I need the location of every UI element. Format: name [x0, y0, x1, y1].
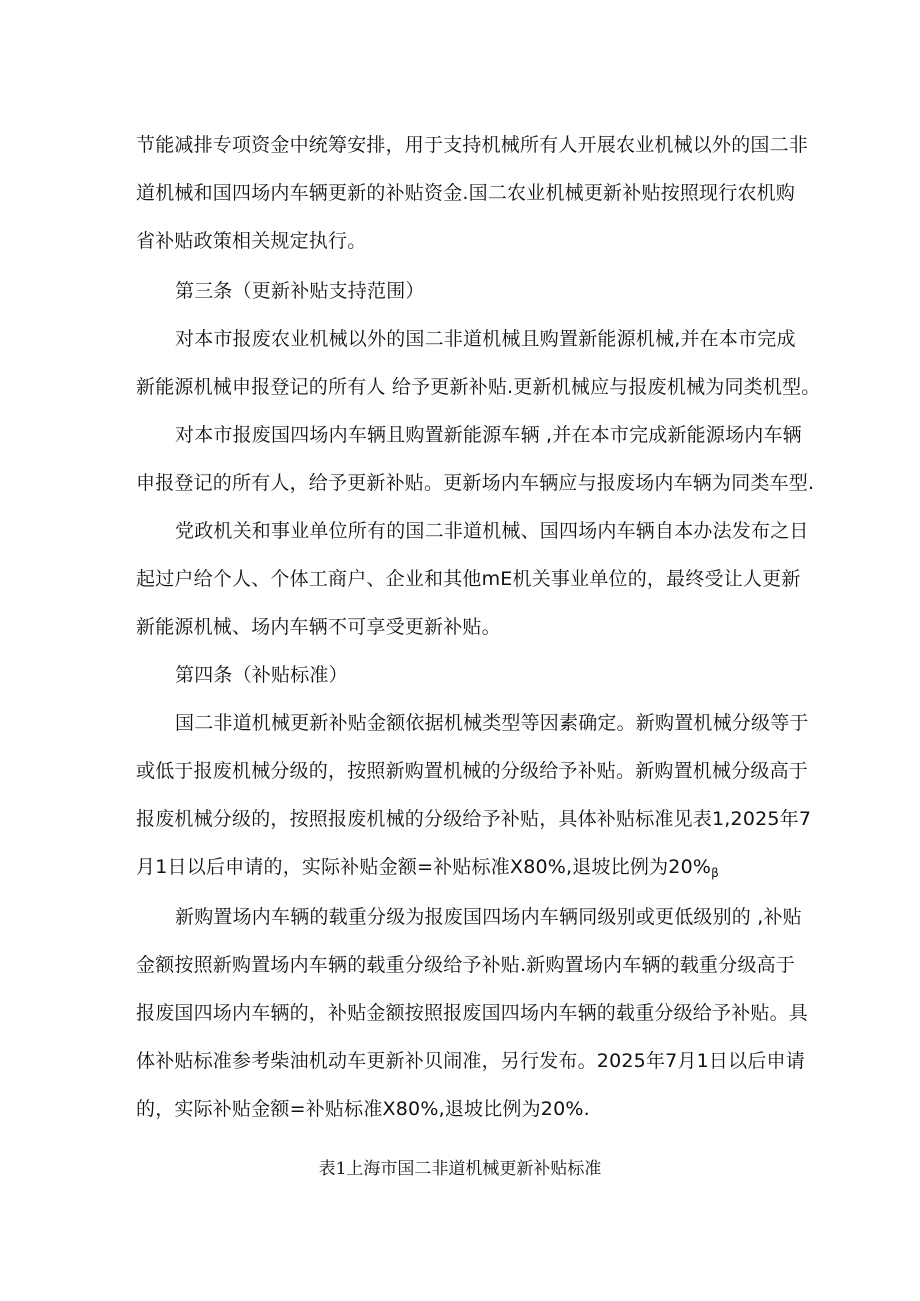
body-line-9: 党政机关和事业单位所有的国二非道机械、国四场内车辆自本办法发布之日 [175, 520, 809, 542]
body-line-15: 报废机械分级的，按照报废机械的分级给予补贴，具体补贴标准见表1,2025年7 [136, 808, 812, 830]
body-line-19: 报废国四场内车辆的，补贴金额按照报废国四场内车辆的载重分级给予补贴。具 [136, 1002, 809, 1024]
body-line-1: 节能减排专项资金中统筹安排，用于支持机械所有人开展农业机械以外的国二非 [136, 134, 809, 156]
body-line-3: 省补贴政策相关规定执行。 [136, 230, 367, 252]
body-line-11: 新能源机械、场内车辆不可享受更新补贴。 [136, 616, 501, 638]
body-line-17: 新购置场内车辆的载重分级为报废国四场内车辆同级别或更低级别的 ,补贴 [175, 906, 802, 928]
body-line-21: 的，实际补贴金额=补贴标准X80%,退坡比例为20%. [136, 1098, 590, 1120]
body-line-16: 月1日以后申请的，实际补贴金额=补贴标准X80%,退坡比例为20% [136, 856, 712, 878]
table-caption: 表1上海市国二非道机械更新补贴标准 [318, 1159, 602, 1179]
body-line-14: 或低于报废机械分级的，按照新购置机械的分级给予补贴。新购置机械分级高于 [136, 760, 809, 782]
body-line-20: 体补贴标准参考柴油机动车更新补贝闹准，另行发布。2025年7月1日以后申请 [136, 1050, 805, 1072]
body-line-2: 道机械和国四场内车辆更新的补贴资金.国二农业机械更新补贴按照现行农机购 [136, 182, 796, 204]
article-4-heading: 第四条（补贴标准） [175, 664, 348, 686]
body-line-10: 起过户给个人、个体工商户、企业和其他mE机关事业单位的，最终受让人更新 [136, 568, 801, 590]
body-line-7: 对本市报废国四场内车辆且购置新能源车辆 ,并在本市完成新能源场内车辆 [175, 424, 802, 446]
body-line-6: 新能源机械申报登记的所有人 给予更新补贴.更新机械应与报废机械为同类机型。 [136, 376, 821, 398]
body-line-18: 金额按照新购置场内车辆的载重分级给予补贴.新购置场内车辆的载重分级高于 [136, 954, 796, 976]
body-line-13: 国二非道机械更新补贴金额依据机械类型等因素确定。新购置机械分级等于 [175, 712, 809, 734]
body-line-16-suffix: β [711, 866, 719, 880]
body-line-5: 对本市报废农业机械以外的国二非道机械且购置新能源机械,并在本市完成 [175, 328, 796, 350]
body-line-8: 申报登记的所有人，给予更新补贴。更新场内车辆应与报废场内车辆为同类车型. [136, 472, 815, 494]
body-line-16-wrap [136, 855, 719, 885]
article-3-heading: 第三条（更新补贴支持范围） [175, 280, 425, 302]
